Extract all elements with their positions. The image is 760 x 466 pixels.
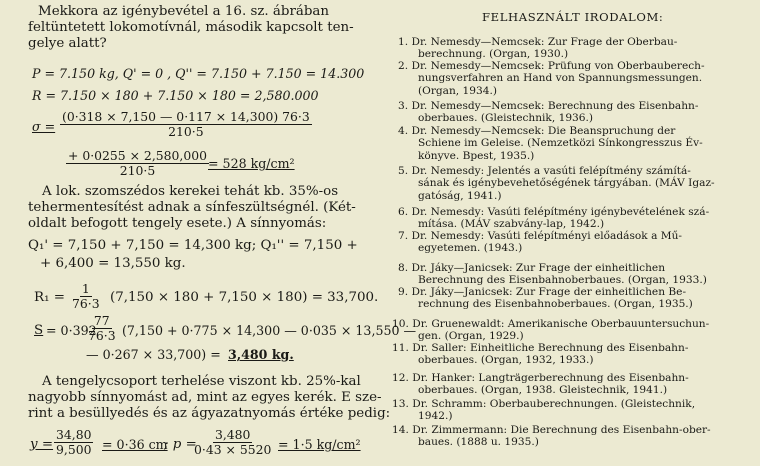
p-label: ; p = <box>164 437 197 452</box>
s-prefix: = 0·392 <box>46 323 97 338</box>
sigma-result <box>208 156 295 172</box>
s-numerator: 77 <box>93 313 110 328</box>
p-result <box>278 437 361 453</box>
reference-8-line-2: Berechnung des Eisenbahnoberbaues. (Organ, 1933.) <box>418 274 707 287</box>
sigma-fraction-2 <box>66 149 209 178</box>
intro-line-1: Mekkora az igénybevétel a 16. sz. ábrában <box>38 4 330 19</box>
reference-5-line-3: gatóság, 1941.) <box>418 189 502 202</box>
y-result <box>102 437 168 453</box>
para2-line-1: A lok. szomszédos kerekei tehát kb. 35%-os <box>42 184 339 199</box>
reference-14-line-1: 14. Dr. Zimmermann: Die Berechnung des Eisenbahn-ober- <box>392 424 711 436</box>
bibliography-heading: FELHASZNÁLT IRODALOM: <box>482 10 664 24</box>
reference-11-line-2: oberbaues. (Organ, 1932, 1933.) <box>418 354 594 367</box>
reference-2-line-1: 2. Dr. Nemesdy—Nemcsek: Prüfung von Oberbauberech- <box>398 60 705 72</box>
s-result: 3,480 kg. <box>228 347 294 362</box>
s-denominator: 76·3 <box>88 328 116 343</box>
r1-expression: (7,150 × 180 + 7,150 × 180) = 33,700. <box>110 290 379 305</box>
r1-fraction <box>72 282 100 311</box>
reference-4-line-1: 4. Dr. Nemesdy—Nemcsek: Die Beanspruchung der <box>398 125 676 137</box>
p-numerator: 3,480 <box>214 427 251 442</box>
reference-2-line-2: nungsverfahren an Hand von Spannungsmessungen. <box>418 72 703 85</box>
sigma-numerator-2: + 0·0255 × 2,580,000 <box>68 148 207 163</box>
q-line-2: + 6,400 = 13,550 kg. <box>40 256 186 271</box>
r1-numerator: 1 <box>81 281 90 296</box>
reference-10-line-1: 10. Dr. Gruenewaldt: Amerikanische Oberbauuntersuchun- <box>392 318 710 330</box>
reference-3-line-2: oberbaues. (Gleistechnik, 1936.) <box>418 112 594 125</box>
reference-12-line-1: 12. Dr. Hanker: Langträgerberechnung des Eisenbahn- <box>392 372 689 384</box>
s-line-2: — 0·267 × 33,700) = <box>86 347 221 362</box>
r1-label: R₁ = <box>34 290 65 305</box>
reference-11-line-1: 11. Dr. Saller: Einheitliche Berechnung des Eisenbahn- <box>392 342 689 354</box>
intro-line-3: gelye alatt? <box>28 36 107 51</box>
y-fraction <box>54 428 93 457</box>
reference-9-line-2: rechnung des Eisenbahnoberbaues. (Organ, 1935.) <box>418 298 693 311</box>
para2-line-3: oldalt befogott tengely esete.) A sínnyomás: <box>28 216 327 231</box>
reference-4-line-2: Schiene im Geleise. (Nemzetközi Sínkongresszus Év- <box>418 137 703 150</box>
p-denominator: 0·43 × 5520 <box>194 442 272 457</box>
s-fraction <box>88 314 116 343</box>
reference-13-line-1: 13. Dr. Schramm: Oberbauberechnungen. (Gleistechnik, <box>392 398 696 410</box>
y-label: y = <box>30 437 54 452</box>
r1-denominator: 76·3 <box>72 296 100 311</box>
reference-5-line-1: 5. Dr. Nemesdy: Jelentés a vasúti felépítmény számítá- <box>398 165 691 177</box>
reference-4-line-3: könyve. Bpest, 1935.) <box>418 149 535 162</box>
equation-p-q: P = 7.150 kg, Q' = 0 , Q'' = 7.150 + 7.150 = 14.300 <box>32 66 365 81</box>
reference-9-line-1: 9. Dr. Jáky—Janicsek: Zur Frage der einheitlichen Be- <box>398 286 687 298</box>
reference-2-line-3: (Organ, 1934.) <box>418 84 497 97</box>
sigma-label: σ = <box>32 119 56 134</box>
equation-r: R = 7.150 × 180 + 7.150 × 180 = 2,580.000 <box>32 88 319 103</box>
reference-7-line-1: 7. Dr. Nemesdy: Vasúti felépítményi előadások a Mű- <box>398 230 682 242</box>
intro-line-2: feltüntetett lokomotívnál, második kapcsolt ten- <box>28 20 354 35</box>
p-result-value: = 1·5 kg/cm² <box>278 437 361 452</box>
sigma-result-value: = 528 kg/cm² <box>208 156 295 171</box>
para3-line-2: nagyobb sínnyomást ad, mint az egyes kerék. E sze- <box>28 390 382 405</box>
s-label: S <box>34 323 44 338</box>
reference-6-line-1: 6. Dr. Nemesdy: Vasúti felépítmény igénybevételének szá- <box>398 206 710 218</box>
s-expression: (7,150 + 0·775 × 14,300 — 0·035 × 13,550 — <box>122 323 417 338</box>
p-fraction <box>194 428 271 457</box>
reference-8-line-1: 8. Dr. Jáky—Janicsek: Zur Frage der einheitlichen <box>398 262 666 274</box>
reference-6-line-2: mítása. (MÁV szabvány-lap, 1942.) <box>418 218 605 231</box>
sigma-fraction-1 <box>60 110 312 139</box>
reference-13-line-2: 1942.) <box>418 410 453 423</box>
reference-12-line-2: oberbaues. (Organ, 1938. Gleistechnik, 1941.) <box>418 384 668 397</box>
sigma-numerator-1: (0·318 × 7,150 — 0·117 × 14,300) 76·3 <box>62 109 310 124</box>
para2-line-2: tehermentesítést adnak a sínfeszültségnél. (Két- <box>28 200 356 215</box>
q-line-1: Q₁' = 7,150 + 7,150 = 14,300 kg; Q₁'' = 7,150 + <box>28 238 358 253</box>
sigma-denominator-2: 210·5 <box>119 163 156 178</box>
reference-7-line-2: egyetemen. (1943.) <box>418 242 523 255</box>
reference-3-line-1: 3. Dr. Nemesdy—Nemcsek: Berechnung des Eisenbahn- <box>398 100 699 112</box>
reference-1-line-2: berechnung. (Organ, 1930.) <box>418 48 569 61</box>
para3-line-1: A tengelycsoport terhelése viszont kb. 25%-kal <box>42 374 361 389</box>
y-numerator: 34,80 <box>56 427 92 442</box>
sigma-denominator-1: 210·5 <box>168 124 204 139</box>
y-result-value: = 0·36 cm <box>102 437 168 452</box>
y-denominator: 9,500 <box>56 442 92 457</box>
reference-14-line-2: baues. (1888 u. 1935.) <box>418 436 539 449</box>
reference-1-line-1: 1. Dr. Nemesdy—Nemcsek: Zur Frage der Oberbau- <box>398 36 678 48</box>
reference-10-line-2: gen. (Organ, 1929.) <box>418 330 524 343</box>
reference-5-line-2: sának és igénybevehetőségének tárgyában. (MÁV Igaz- <box>418 177 715 190</box>
para3-line-3: rint a besüllyedés és az ágyazatnyomás értéke pedig: <box>28 406 391 421</box>
